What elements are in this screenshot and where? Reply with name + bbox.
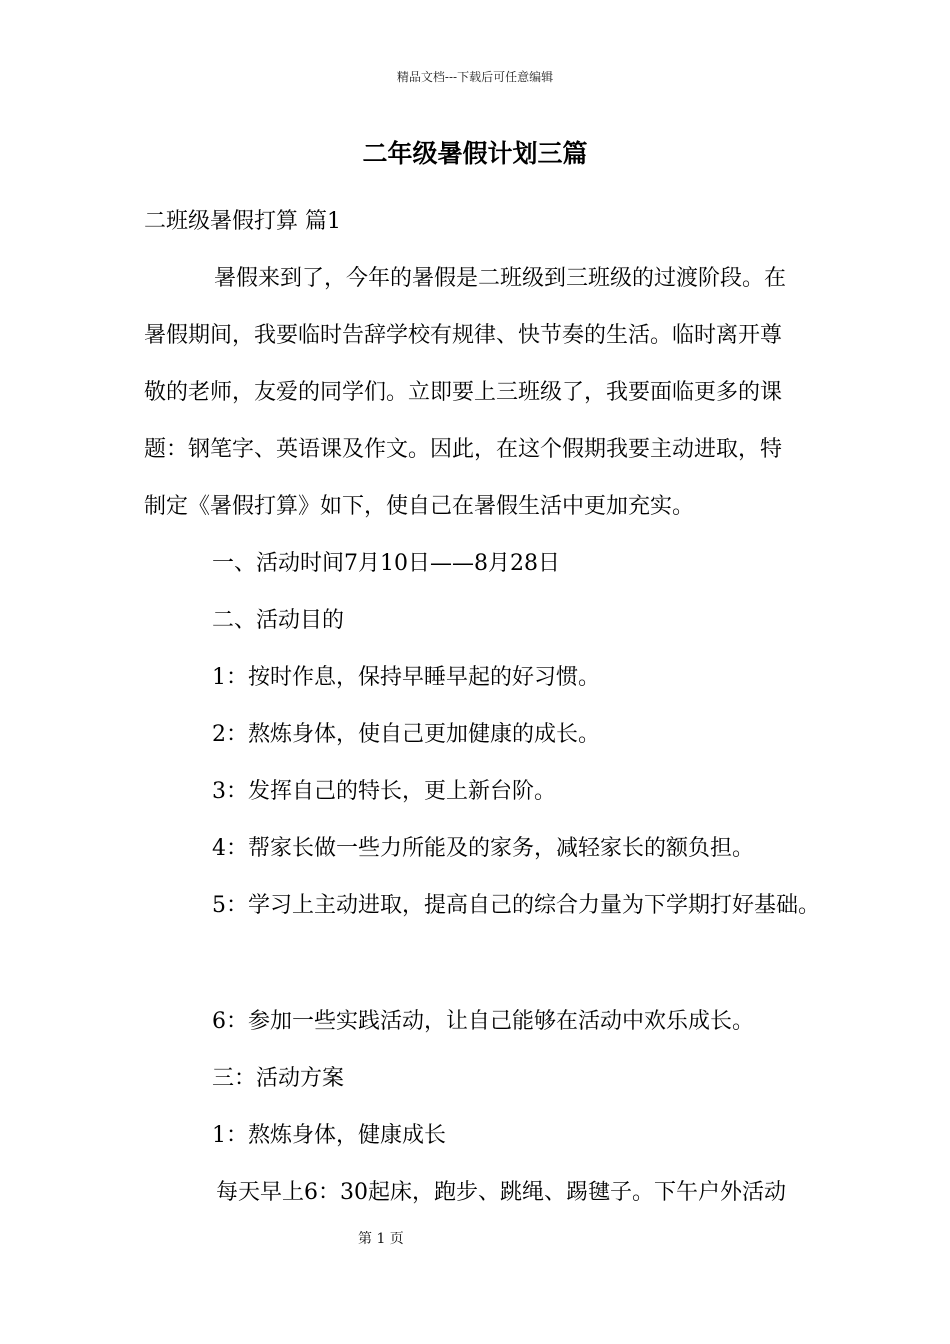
purpose-item: 6：参加一些实践活动，让自己能够在活动中欢乐成长。 [212, 1009, 754, 1034]
purpose-item: 3：发挥自己的特长，更上新台阶。 [212, 779, 556, 804]
plan-detail-line: 每天早上6：30起床，跑步、跳绳、踢毽子。下午户外活动 [216, 1180, 786, 1205]
paragraph-line: 暑假期间，我要临时告辞学校有规律、快节奏的生活。临时离开尊 [144, 323, 783, 348]
paragraph-line: 敬的老师，友爱的同学们。立即要上三班级了，我要面临更多的课 [144, 380, 783, 405]
purpose-item: 2：熬炼身体，使自己更加健康的成长。 [212, 722, 600, 747]
paragraph-line: 制定《暑假打算》如下，使自己在暑假生活中更加充实。 [144, 494, 695, 519]
paragraph-line: 暑假来到了，今年的暑假是二班级到三班级的过渡阶段。在 [214, 266, 787, 291]
purpose-item: 4：帮家长做一些力所能及的家务，减轻家长的额负担。 [212, 836, 754, 861]
document-title: 二年级暑假计划三篇 [362, 139, 588, 168]
purpose-item: 1：按时作息，保持早睡早起的好习惯。 [212, 665, 600, 690]
purpose-heading: 二、活动目的 [212, 608, 345, 633]
header-note: 精品文档---下载后可任意编辑 [396, 70, 554, 84]
page-number: 第 1 页 [358, 1231, 404, 1247]
purpose-item: 5：学习上主动进取，提高自己的综合力量为下学期打好基础。 [212, 893, 820, 918]
activity-time-item: 一、活动时间7月10日——8月28日 [212, 551, 560, 576]
plan-item: 1：熬炼身体，健康成长 [212, 1123, 446, 1148]
plan-heading: 三：活动方案 [212, 1066, 345, 1091]
paragraph-line: 题：钢笔字、英语课及作文。因此，在这个假期我要主动进取，特 [144, 437, 783, 462]
section-heading: 二班级暑假打算 篇1 [144, 209, 341, 234]
